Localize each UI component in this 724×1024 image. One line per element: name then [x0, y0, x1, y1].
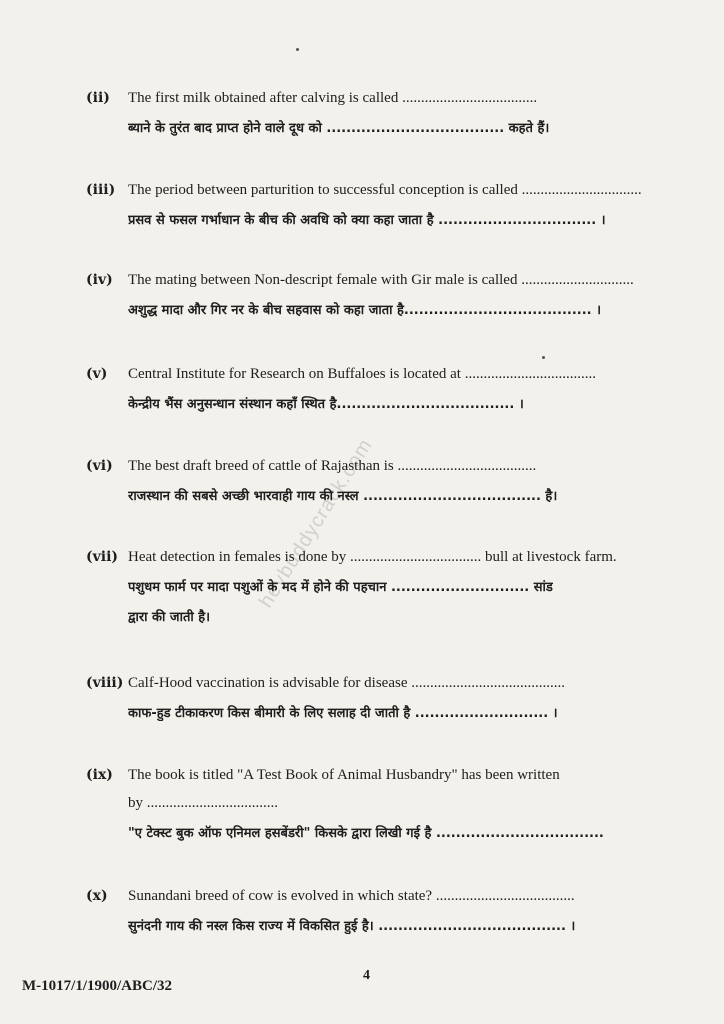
- question-text-hindi: सुनंदनी गाय की नस्ल किस राज्य में विकसित हुई है। ...................................... ।: [128, 919, 576, 934]
- question-number: (iv): [86, 272, 113, 288]
- paper-speck: [296, 48, 299, 51]
- question-number: (iii): [86, 182, 116, 198]
- paper-code: M-1017/1/1900/ABC/32: [22, 978, 172, 994]
- question-text-english: Central Institute for Research on Buffaloes is located at ...................................: [128, 366, 596, 382]
- question-text-hindi: प्रसव से फसल गर्भाधान के बीच की अवधि को क्या कहा जाता है ................................ ।: [128, 213, 606, 228]
- page-number: 4: [363, 968, 370, 983]
- question-text-english: Calf-Hood vaccination is advisable for disease .........................................: [128, 675, 565, 691]
- question-text-hindi-continued: द्वारा की जाती है।: [128, 610, 211, 625]
- watermark: heybuddycrack.com: [255, 434, 377, 612]
- question-text-english-continued: by ...................................: [128, 795, 278, 811]
- question-text-english: The mating between Non-descript female with Gir male is called ..............................: [128, 272, 634, 288]
- question-text-english: The period between parturition to successful conception is called ................................: [128, 182, 642, 198]
- question-text-english: The best draft breed of cattle of Rajasthan is .....................................: [128, 458, 537, 474]
- question-number: (ix): [86, 767, 113, 783]
- question-text-english: The book is titled "A Test Book of Animal Husbandry" has been written: [128, 767, 560, 783]
- question-text-hindi: केन्द्रीय भैंस अनुसन्धान संस्थान कहाँ स्थित है.................................... ।: [128, 397, 524, 412]
- paper-speck: [542, 356, 545, 359]
- question-text-hindi: "ए टेक्स्ट बुक ऑफ एनिमल हसबेंडरी" किसके द्वारा लिखी गई है ..................................: [128, 826, 604, 841]
- question-number: (ii): [86, 90, 110, 106]
- question-text-english: Heat detection in females is done by ................................... bull at livestock farm.: [128, 549, 617, 565]
- question-number: (x): [86, 888, 108, 904]
- question-text-english: The first milk obtained after calving is called ....................................: [128, 90, 538, 106]
- question-text-hindi: काफ-हुड टीकाकरण किस बीमारी के लिए सलाह दी जाती है ........................... ।: [128, 706, 558, 721]
- question-number: (viii): [86, 675, 124, 691]
- question-text-english: Sunandani breed of cow is evolved in which state? .....................................: [128, 888, 575, 904]
- question-text-hindi: राजस्थान की सबसे अच्छी भारवाही गाय की नस्ल .................................... है।: [128, 489, 558, 504]
- question-number: (vii): [86, 549, 119, 565]
- question-text-hindi: पशुधम फार्म पर मादा पशुओं के मद में होने की पहचान ............................ सांड: [128, 580, 553, 595]
- question-text-hindi: अशुद्ध मादा और गिर नर के बीच सहवास को कहा जाता है...................................... ।: [128, 303, 602, 318]
- question-number: (v): [86, 366, 108, 382]
- question-text-hindi: ब्याने के तुरंत बाद प्राप्त होने वाले दूध को .................................... कहते हैं।: [128, 121, 550, 136]
- question-number: (vi): [86, 458, 113, 474]
